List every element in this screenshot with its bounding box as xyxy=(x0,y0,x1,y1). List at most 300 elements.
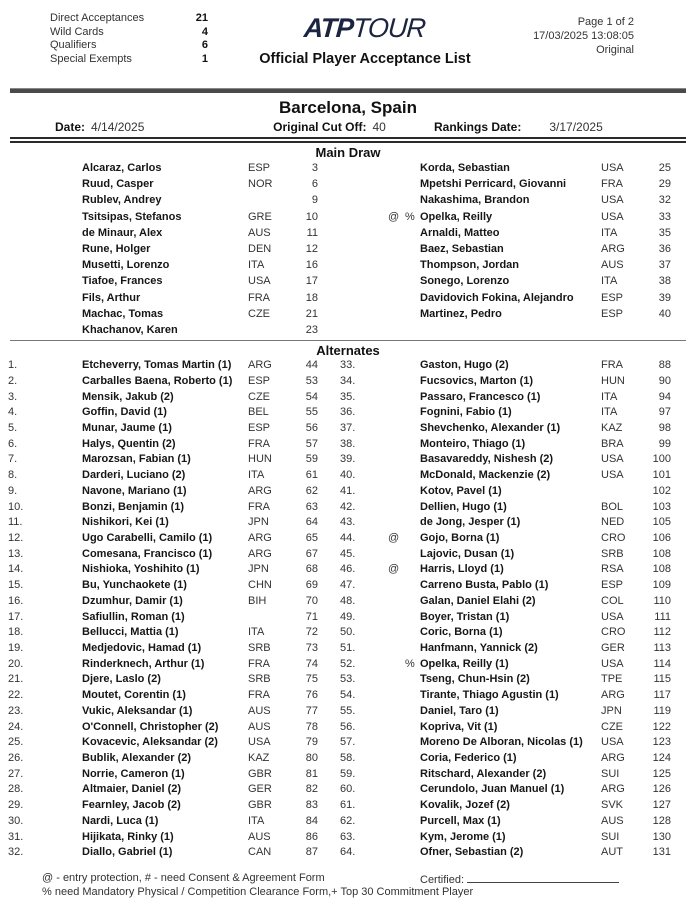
player-row xyxy=(340,720,688,736)
player-row xyxy=(8,452,340,468)
player-rank: 100 xyxy=(652,453,671,466)
player-row xyxy=(8,720,340,736)
player-rank: 114 xyxy=(653,657,671,670)
player-rank: 97 xyxy=(658,406,671,419)
player-name: Fearnley, Jacob (2) xyxy=(82,799,181,812)
player-row xyxy=(8,192,340,208)
player-row xyxy=(8,751,340,767)
player-row xyxy=(8,641,340,657)
player-row xyxy=(8,176,340,192)
player-country: CRO xyxy=(601,531,626,544)
row-number: 6. xyxy=(8,437,18,450)
player-country: AUS xyxy=(248,226,271,239)
row-number: 45. xyxy=(340,547,356,560)
physical-form-marker: % xyxy=(405,210,415,223)
player-name: Basavareddy, Nishesh (2) xyxy=(420,453,554,466)
cutoff-label: Original Cut Off: xyxy=(273,120,367,134)
player-row xyxy=(8,306,340,322)
alternates-grid xyxy=(0,358,696,861)
player-country: ARG xyxy=(248,547,272,560)
row-number: 63. xyxy=(340,830,356,843)
player-name: Moreno De Alboran, Nicolas (1) xyxy=(420,736,583,749)
player-rank: 119 xyxy=(653,704,671,717)
player-rank: 128 xyxy=(652,814,671,827)
player-rank: 130 xyxy=(652,830,671,843)
player-name: de Minaur, Alex xyxy=(82,226,163,239)
player-rank: 38 xyxy=(658,275,671,288)
player-country: ITA xyxy=(601,226,618,239)
player-row xyxy=(8,515,340,531)
player-rank: 23 xyxy=(305,323,318,336)
player-row xyxy=(340,610,688,626)
row-number: 48. xyxy=(340,594,356,607)
player-country: KAZ xyxy=(248,752,270,765)
player-name: Rune, Holger xyxy=(82,242,151,255)
player-rank: 108 xyxy=(652,563,671,576)
player-country: BIH xyxy=(248,594,267,607)
stat-value: 4 xyxy=(201,25,208,38)
player-row xyxy=(340,830,688,846)
player-country: ESP xyxy=(248,421,271,434)
row-number: 24. xyxy=(8,720,24,733)
player-row xyxy=(8,830,340,846)
player-name: Bublik, Alexander (2) xyxy=(82,752,192,765)
row-number: 12. xyxy=(8,531,24,544)
document-title: Official Player Acceptance List xyxy=(259,51,471,67)
row-number: 31. xyxy=(8,830,24,843)
player-name: Opelka, Reilly xyxy=(420,210,493,223)
player-rank: 108 xyxy=(652,547,671,560)
player-country: AUS xyxy=(248,830,271,843)
player-rank: 64 xyxy=(305,516,318,529)
main-draw-left-column xyxy=(0,160,340,338)
stat-wild-cards xyxy=(50,26,208,40)
player-row xyxy=(340,176,688,192)
player-country: USA xyxy=(601,610,624,623)
row-number: 14. xyxy=(8,563,24,576)
player-country: ARG xyxy=(248,359,272,372)
row-number: 17. xyxy=(8,610,24,623)
player-row xyxy=(8,484,340,500)
player-row xyxy=(8,358,340,374)
logo-tour-text: TOUR xyxy=(352,13,427,43)
player-rank: 74 xyxy=(305,657,318,670)
stat-label: Special Exempts xyxy=(50,52,132,65)
player-row xyxy=(340,306,688,322)
stat-value: 21 xyxy=(195,12,208,24)
row-number: 32. xyxy=(8,846,24,859)
player-row xyxy=(340,672,688,688)
row-number: 44. xyxy=(340,531,356,544)
row-number: 42. xyxy=(340,500,356,513)
player-row xyxy=(8,657,340,673)
player-row xyxy=(8,798,340,814)
player-row xyxy=(340,257,688,273)
player-rank: 35 xyxy=(658,226,671,239)
player-rank: 80 xyxy=(305,752,318,765)
player-country: ITA xyxy=(248,626,265,639)
page-info-block xyxy=(518,12,696,88)
alternates-right-column xyxy=(340,358,688,861)
physical-form-marker: % xyxy=(405,657,415,670)
player-rank: 122 xyxy=(652,720,671,733)
player-country: ARG xyxy=(601,752,625,765)
player-name: Djere, Laslo (2) xyxy=(82,673,161,686)
player-row xyxy=(340,273,688,289)
row-number: 28. xyxy=(8,783,24,796)
row-number: 20. xyxy=(8,657,24,670)
player-row xyxy=(8,735,340,751)
stat-qualifiers xyxy=(50,39,208,53)
player-name: Vukic, Aleksandar (1) xyxy=(82,704,193,717)
row-number: 1. xyxy=(8,359,18,372)
player-country: AUS xyxy=(601,814,624,827)
player-row xyxy=(8,273,340,289)
section-divider-rule xyxy=(10,340,686,341)
player-name: Harris, Lloyd (1) xyxy=(420,563,504,576)
stat-special-exempts xyxy=(50,53,208,67)
player-row xyxy=(8,374,340,390)
player-country: SVK xyxy=(601,799,624,812)
player-country: COL xyxy=(601,594,624,607)
player-rank: 83 xyxy=(305,799,318,812)
player-name: Musetti, Lorenzo xyxy=(82,259,170,272)
stat-label: Qualifiers xyxy=(50,39,97,51)
certified-signature-line xyxy=(467,872,619,883)
player-country: GBR xyxy=(248,767,272,780)
player-rank: 111 xyxy=(654,610,671,623)
player-name: Darderi, Luciano (2) xyxy=(82,469,186,482)
player-rank: 10 xyxy=(305,210,318,223)
player-rank: 21 xyxy=(305,307,318,320)
player-row xyxy=(8,610,340,626)
entry-protection-marker: @ xyxy=(388,210,400,223)
player-row xyxy=(8,437,340,453)
player-rank: 94 xyxy=(658,390,671,403)
player-rank: 84 xyxy=(305,814,318,827)
player-country: NOR xyxy=(248,178,273,191)
row-number: 38. xyxy=(340,437,356,450)
player-name: Ugo Carabelli, Camilo (1) xyxy=(82,531,213,544)
document-header xyxy=(0,0,696,88)
player-country: NED xyxy=(601,516,625,529)
player-row xyxy=(340,405,688,421)
player-rank: 117 xyxy=(653,689,671,702)
player-name: Tirante, Thiago Agustin (1) xyxy=(420,689,559,702)
entry-protection-marker: @ xyxy=(388,531,400,544)
player-country: FRA xyxy=(601,178,623,191)
player-row xyxy=(340,735,688,751)
player-row xyxy=(340,704,688,720)
rankings-date-label: Rankings Date: xyxy=(434,120,522,134)
player-row xyxy=(8,625,340,641)
player-rank: 109 xyxy=(652,579,671,592)
row-number: 59. xyxy=(340,767,356,780)
player-name: de Jong, Jesper (1) xyxy=(420,516,521,529)
player-rank: 87 xyxy=(305,846,318,859)
entry-stats-block xyxy=(0,12,212,88)
player-country: USA xyxy=(601,210,624,223)
player-rank: 124 xyxy=(652,752,671,765)
player-row xyxy=(340,562,688,578)
player-country: CAN xyxy=(248,846,272,859)
player-row xyxy=(8,468,340,484)
player-name: Purcell, Max (1) xyxy=(420,814,501,827)
player-name: Marozsan, Fabian (1) xyxy=(82,453,191,466)
player-rank: 71 xyxy=(305,610,318,623)
player-rank: 39 xyxy=(658,291,671,304)
player-name: Dellien, Hugo (1) xyxy=(420,500,507,513)
row-number: 36. xyxy=(340,406,356,419)
row-number: 34. xyxy=(340,374,356,387)
player-row xyxy=(8,594,340,610)
player-country: ARG xyxy=(601,783,625,796)
player-rank: 53 xyxy=(305,374,318,387)
row-number: 57. xyxy=(340,736,356,749)
player-country: JPN xyxy=(248,516,269,529)
player-country: FRA xyxy=(601,359,623,372)
player-row xyxy=(340,374,688,390)
player-country: HUN xyxy=(601,374,625,387)
player-country: BOL xyxy=(601,500,624,513)
row-number: 22. xyxy=(8,689,24,702)
player-name: Bellucci, Mattia (1) xyxy=(82,626,179,639)
row-number: 19. xyxy=(8,642,24,654)
player-row xyxy=(8,562,340,578)
player-rank: 12 xyxy=(305,242,318,255)
row-number: 64. xyxy=(340,846,356,859)
player-country: BEL xyxy=(248,406,269,419)
player-row xyxy=(340,782,688,798)
footer-legend xyxy=(0,861,696,899)
player-country: ESP xyxy=(601,579,624,592)
player-name: Coria, Federico (1) xyxy=(420,752,517,765)
player-row xyxy=(340,241,688,257)
player-name: Munar, Jaume (1) xyxy=(82,421,172,434)
player-name: Fucsovics, Marton (1) xyxy=(420,374,534,387)
player-rank: 112 xyxy=(653,626,671,639)
player-name: McDonald, Mackenzie (2) xyxy=(420,469,551,482)
player-rank: 3 xyxy=(311,162,318,174)
player-row xyxy=(340,225,688,241)
player-row xyxy=(340,657,688,673)
player-rank: 125 xyxy=(652,767,671,780)
player-country: ESP xyxy=(601,291,624,304)
header-center xyxy=(212,12,518,88)
player-rank: 61 xyxy=(305,469,318,482)
legend-line-1: @ - entry protection, # - need Consent & Agreement Form xyxy=(42,872,325,885)
player-country: AUT xyxy=(601,846,623,859)
player-rank: 102 xyxy=(652,484,671,497)
player-rank: 11 xyxy=(306,226,318,239)
player-rank: 44 xyxy=(305,359,318,372)
player-row xyxy=(340,500,688,516)
player-country: JPN xyxy=(601,704,622,717)
player-country: KAZ xyxy=(601,421,623,434)
player-row xyxy=(340,625,688,641)
player-rank: 82 xyxy=(305,783,318,796)
player-country: USA xyxy=(601,469,624,482)
player-name: Ofner, Sebastian (2) xyxy=(420,846,524,859)
player-country: SRB xyxy=(248,642,271,654)
date-group xyxy=(0,119,225,135)
player-row xyxy=(8,704,340,720)
player-row xyxy=(8,209,340,225)
player-rank: 123 xyxy=(652,736,671,749)
player-row xyxy=(8,782,340,798)
player-row xyxy=(8,500,340,516)
tournament-title: Barcelona, Spain xyxy=(279,98,417,117)
player-rank: 40 xyxy=(658,307,671,320)
player-rank: 70 xyxy=(305,594,318,607)
player-row xyxy=(340,358,688,374)
rankings-date-group xyxy=(434,119,696,135)
player-country: USA xyxy=(601,453,624,466)
player-row xyxy=(340,468,688,484)
player-row xyxy=(340,798,688,814)
player-rank: 88 xyxy=(658,359,671,372)
player-rank: 62 xyxy=(305,484,318,497)
player-row xyxy=(8,241,340,257)
row-number: 11. xyxy=(8,516,23,529)
player-country: ESP xyxy=(248,374,271,387)
player-country: ARG xyxy=(601,242,625,255)
player-country: SRB xyxy=(248,673,271,686)
player-rank: 86 xyxy=(305,830,318,843)
player-rank: 32 xyxy=(658,194,671,207)
row-number: 43. xyxy=(340,516,356,529)
row-number: 50. xyxy=(340,626,356,639)
tournament-meta-row xyxy=(0,119,696,135)
rankings-date-value: 3/17/2025 xyxy=(549,120,603,134)
player-country: ESP xyxy=(601,307,624,320)
player-rank: 59 xyxy=(305,453,318,466)
row-number: 52. xyxy=(340,657,356,670)
player-row xyxy=(8,531,340,547)
row-number: 15. xyxy=(8,579,24,592)
player-rank: 29 xyxy=(658,178,671,191)
player-row xyxy=(340,751,688,767)
player-name: Coric, Borna (1) xyxy=(420,626,503,639)
player-row xyxy=(8,421,340,437)
player-row xyxy=(8,322,340,338)
player-rank: 67 xyxy=(305,547,318,560)
player-row xyxy=(340,641,688,657)
player-name: Machac, Tomas xyxy=(82,307,164,320)
logo-atp-text: ATP xyxy=(303,13,355,43)
player-rank: 56 xyxy=(305,421,318,434)
player-name: Kym, Jerome (1) xyxy=(420,830,506,843)
player-name: Shevchenko, Alexander (1) xyxy=(420,421,561,434)
player-country: AUS xyxy=(248,720,271,733)
player-name: Hanfmann, Yannick (2) xyxy=(420,642,538,654)
player-row xyxy=(8,767,340,783)
player-name: Halys, Quentin (2) xyxy=(82,437,176,450)
player-name: Sonego, Lorenzo xyxy=(420,275,510,288)
player-name: Fognini, Fabio (1) xyxy=(420,406,512,419)
player-country: SUI xyxy=(601,767,620,780)
player-row xyxy=(340,192,688,208)
player-row xyxy=(340,209,688,225)
row-number: 47. xyxy=(340,579,356,592)
player-country: ITA xyxy=(248,814,265,827)
player-row xyxy=(340,437,688,453)
player-country: USA xyxy=(248,275,271,288)
player-row xyxy=(8,225,340,241)
player-name: Nardi, Luca (1) xyxy=(82,814,159,827)
player-name: Fils, Arthur xyxy=(82,291,141,304)
player-country: SUI xyxy=(601,830,620,843)
player-rank: 113 xyxy=(653,642,671,654)
player-rank: 76 xyxy=(305,689,318,702)
player-name: Arnaldi, Matteo xyxy=(420,226,500,239)
player-country: BRA xyxy=(601,437,624,450)
player-country: CZE xyxy=(248,390,270,403)
player-name: Bonzi, Benjamin (1) xyxy=(82,500,185,513)
player-name: Kovalik, Jozef (2) xyxy=(420,799,510,812)
player-name: Medjedovic, Hamad (1) xyxy=(82,642,202,654)
player-name: O'Connell, Christopher (2) xyxy=(82,720,219,733)
player-country: AUS xyxy=(248,704,271,717)
player-rank: 77 xyxy=(305,704,318,717)
player-row xyxy=(340,578,688,594)
player-name: Dzumhur, Damir (1) xyxy=(82,594,183,607)
player-row xyxy=(340,594,688,610)
player-name: Passaro, Francesco (1) xyxy=(420,390,541,403)
player-rank: 33 xyxy=(658,210,671,223)
player-rank: 105 xyxy=(652,516,671,529)
row-number: 58. xyxy=(340,752,356,765)
entry-protection-marker: @ xyxy=(388,563,400,576)
player-row xyxy=(8,390,340,406)
player-rank: 81 xyxy=(305,767,318,780)
player-country: ITA xyxy=(601,390,618,403)
alternates-title: Alternates xyxy=(316,343,380,359)
player-name: Thompson, Jordan xyxy=(420,259,519,272)
player-name: Lajovic, Dusan (1) xyxy=(420,547,515,560)
player-rank: 98 xyxy=(658,421,671,434)
player-row xyxy=(340,688,688,704)
player-row xyxy=(8,257,340,273)
player-name: Tsitsipas, Stefanos xyxy=(82,210,182,223)
row-number: 49. xyxy=(340,610,356,623)
player-name: Navone, Mariano (1) xyxy=(82,484,187,497)
player-country: USA xyxy=(601,736,624,749)
player-name: Ruud, Casper xyxy=(82,178,154,191)
legend-line-2: % need Mandatory Physical / Competition Clearance Form,+ Top 30 Commitment Player xyxy=(42,885,474,898)
row-number: 13. xyxy=(8,547,24,560)
player-name: Cerundolo, Juan Manuel (1) xyxy=(420,783,565,796)
player-name: Khachanov, Karen xyxy=(82,323,178,336)
player-rank: 75 xyxy=(305,673,318,686)
player-country: DEN xyxy=(248,242,272,255)
player-rank: 37 xyxy=(658,259,671,272)
player-rank: 99 xyxy=(658,437,671,450)
row-number: 21. xyxy=(8,673,24,686)
player-country: ESP xyxy=(248,162,271,174)
player-name: Nakashima, Brandon xyxy=(420,194,530,207)
player-name: Martinez, Pedro xyxy=(420,307,502,320)
document-version: Original xyxy=(596,44,634,56)
alternates-left-column xyxy=(0,358,340,861)
player-rank: 101 xyxy=(652,469,671,482)
player-country: FRA xyxy=(248,291,270,304)
player-country: ITA xyxy=(601,406,618,419)
player-country: GER xyxy=(601,642,625,654)
row-number: 41. xyxy=(340,484,356,497)
player-name: Altmaier, Daniel (2) xyxy=(82,783,182,796)
player-rank: 69 xyxy=(305,579,318,592)
